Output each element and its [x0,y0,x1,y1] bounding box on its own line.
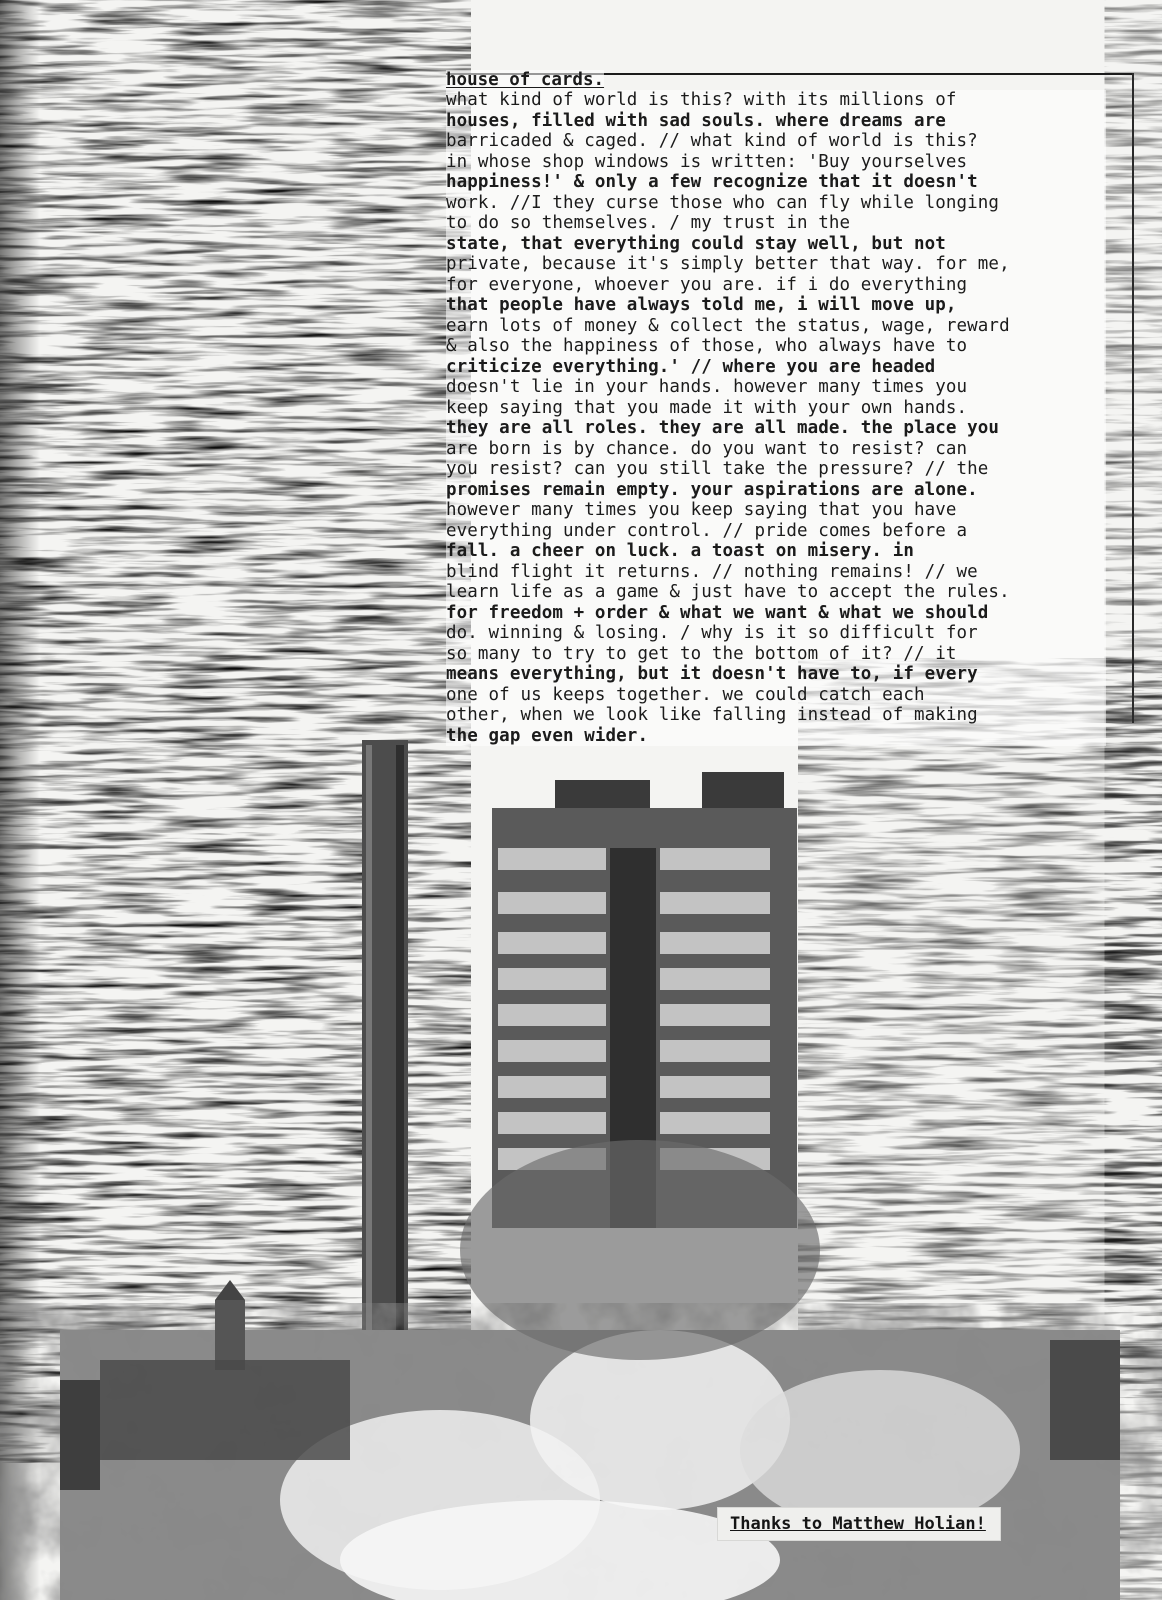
text-line: earn lots of money & collect the status, wage, reward [446,316,1106,337]
text-line: do. winning & losing. / why is it so difficult for [446,623,1106,644]
text-line: fall. a cheer on luck. a toast on misery. in [446,541,1106,562]
text-line: & also the happiness of those, who always have to [446,336,1106,357]
text-line: in whose shop windows is written: 'Buy yourselves [446,152,1106,173]
chimney-illustration [362,740,408,1420]
text-line: that people have always told me, i will move up, [446,295,1106,316]
text-line: happiness!' & only a few recognize that it doesn't [446,172,1106,193]
typewritten-text-block [446,70,1106,746]
text-line: one of us keeps together. we could catch each [446,685,1106,706]
text-line: you resist? can you still take the pressure? // the [446,459,1106,480]
text-line: what kind of world is this? with its millions of [446,90,1106,111]
text-line: barricaded & caged. // what kind of world is this? [446,131,1106,152]
text-line: blind flight it returns. // nothing remains! // we [446,562,1106,583]
text-line: houses, filled with sad souls. where dreams are [446,111,1106,132]
text-line: doesn't lie in your hands. however many times you [446,377,1106,398]
text-line: the gap even wider. [446,726,1106,747]
text-line: to do so themselves. / my trust in the [446,213,1106,234]
text-line: private, because it's simply better that way. for me, [446,254,1106,275]
text-line: work. //I they curse those who can fly while longing [446,193,1106,214]
text-line: criticize everything.' // where you are headed [446,357,1106,378]
text-line: promises remain empty. your aspirations are alone. [446,480,1106,501]
text-line: means everything, but it doesn't have to, if every [446,664,1106,685]
text-line: other, when we look like falling instead of making [446,705,1106,726]
text-line: everything under control. // pride comes before a [446,521,1106,542]
text-line: so many to try to get to the bottom of it? // it [446,644,1106,665]
text-line: they are all roles. they are all made. the place you [446,418,1106,439]
text-line: keep saying that you made it with your own hands. [446,398,1106,419]
margin-rule [1132,73,1134,723]
text-line: state, that everything could stay well, but not [446,234,1106,255]
page-title: house of cards. [446,70,605,90]
text-line: however many times you keep saying that you have [446,500,1106,521]
credit-label: Thanks to Matthew Holian! [718,1508,1000,1540]
text-lines [446,90,1106,746]
text-line: for freedom + order & what we want & what we should [446,603,1106,624]
text-line: for everyone, whoever you are. if i do everything [446,275,1106,296]
text-line: are born is by chance. do you want to resist? can [446,439,1106,460]
text-line: learn life as a game & just have to accept the rules. [446,582,1106,603]
